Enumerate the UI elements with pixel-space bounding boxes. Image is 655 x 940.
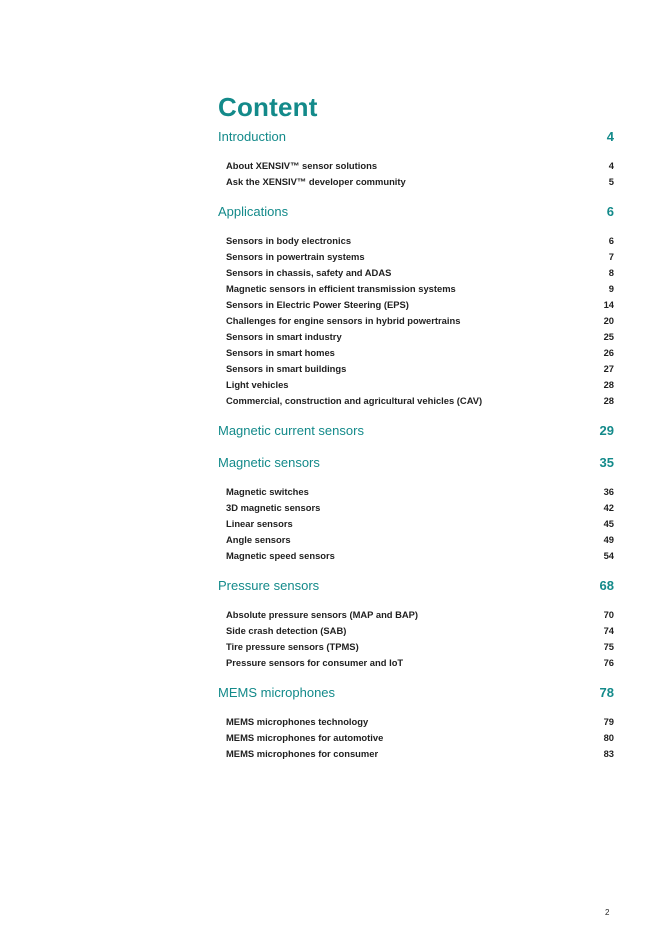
toc-entry-page: 75 (603, 641, 614, 652)
toc-section-page: 6 (606, 204, 614, 219)
toc-entry[interactable] (226, 714, 614, 730)
toc-entry[interactable] (226, 623, 614, 639)
toc-entry[interactable] (226, 345, 614, 361)
toc-entry[interactable] (226, 746, 614, 762)
toc-entry-list (218, 714, 614, 762)
toc-entry[interactable] (226, 393, 614, 409)
toc-section-page: 35 (599, 455, 614, 470)
section-spacer (218, 409, 614, 422)
toc-entry-title: Magnetic speed sensors (226, 550, 335, 561)
toc-section-title: Magnetic current sensors (218, 423, 364, 438)
toc-entry-page: 36 (603, 486, 614, 497)
toc-entry[interactable] (226, 548, 614, 564)
toc-section (218, 454, 614, 577)
toc-section-heading[interactable] (218, 577, 614, 595)
toc-entry-page: 5 (608, 176, 614, 187)
toc-entry-title: Absolute pressure sensors (MAP and BAP) (226, 609, 419, 620)
toc-entry-page: 9 (608, 283, 614, 294)
toc-entry-title: Sensors in smart homes (226, 347, 335, 358)
toc-entry-page: 80 (603, 732, 614, 743)
toc-entry-title: Side crash detection (SAB) (226, 625, 347, 636)
toc-entry-list (218, 484, 614, 564)
toc-entry-title: Sensors in Electric Power Steering (EPS) (226, 299, 409, 310)
toc-section-page: 4 (606, 129, 614, 144)
toc-entry-title: Pressure sensors for consumer and IoT (226, 657, 404, 668)
toc-entry-page: 14 (603, 299, 614, 310)
toc-section-heading[interactable] (218, 128, 614, 146)
toc-section-heading[interactable] (218, 454, 614, 472)
toc-entry-list (218, 233, 614, 409)
toc-entry-list (218, 607, 614, 671)
toc-entry[interactable] (226, 174, 614, 190)
toc-entry[interactable] (226, 281, 614, 297)
toc-entry-title: Linear sensors (226, 518, 293, 529)
table-of-contents (218, 92, 614, 775)
toc-section (218, 684, 614, 775)
toc-entry-title: Sensors in chassis, safety and ADAS (226, 267, 392, 278)
toc-entry[interactable] (226, 233, 614, 249)
toc-entry-title: MEMS microphones for consumer (226, 748, 379, 759)
toc-entry-title: Challenges for engine sensors in hybrid powertrains (226, 315, 461, 326)
toc-entry[interactable] (226, 249, 614, 265)
toc-entry-title: Tire pressure sensors (TPMS) (226, 641, 359, 652)
section-spacer (218, 564, 614, 577)
page-number: 2 (605, 908, 610, 917)
toc-entry-page: 6 (608, 235, 614, 246)
toc-section-title: Magnetic sensors (218, 455, 320, 470)
toc-entry-page: 25 (603, 331, 614, 342)
toc-sections (218, 128, 614, 775)
toc-section-heading[interactable] (218, 203, 614, 221)
toc-entry-list (218, 158, 614, 190)
toc-entry-title: Sensors in body electronics (226, 235, 352, 246)
toc-entry-page: 70 (603, 609, 614, 620)
toc-entry-title: Light vehicles (226, 379, 289, 390)
toc-entry[interactable] (226, 329, 614, 345)
toc-entry-title: Magnetic sensors in efficient transmission systems (226, 283, 456, 294)
toc-entry-title: Sensors in smart buildings (226, 363, 347, 374)
toc-entry-title: About XENSIV™ sensor solutions (226, 160, 378, 171)
page-title: Content (218, 92, 318, 122)
toc-entry-title: Ask the XENSIV™ developer community (226, 176, 406, 187)
toc-entry-page: 26 (603, 347, 614, 358)
toc-entry-title: Angle sensors (226, 534, 291, 545)
toc-section (218, 128, 614, 203)
toc-entry[interactable] (226, 500, 614, 516)
toc-entry[interactable] (226, 158, 614, 174)
toc-entry-page: 45 (603, 518, 614, 529)
toc-entry-page: 76 (603, 657, 614, 668)
toc-entry[interactable] (226, 265, 614, 281)
toc-section-page: 68 (599, 578, 614, 593)
toc-entry-page: 4 (608, 160, 614, 171)
toc-entry-title: 3D magnetic sensors (226, 502, 321, 513)
toc-entry-page: 28 (603, 395, 614, 406)
section-spacer (218, 762, 614, 775)
toc-entry-page: 27 (603, 363, 614, 374)
toc-entry-page: 7 (608, 251, 614, 262)
toc-section-title: MEMS microphones (218, 685, 336, 700)
toc-entry[interactable] (226, 655, 614, 671)
toc-entry[interactable] (226, 313, 614, 329)
toc-section (218, 422, 614, 454)
toc-section (218, 203, 614, 422)
toc-entry-page: 79 (603, 716, 614, 727)
toc-section-title: Introduction (218, 129, 286, 144)
toc-section-page: 78 (599, 685, 614, 700)
toc-entry[interactable] (226, 516, 614, 532)
section-spacer (218, 671, 614, 684)
toc-entry-page: 54 (603, 550, 614, 561)
toc-entry-page: 20 (603, 315, 614, 326)
toc-entry[interactable] (226, 532, 614, 548)
toc-entry-page: 83 (603, 748, 614, 759)
toc-entry-page: 28 (603, 379, 614, 390)
toc-section-title: Pressure sensors (218, 578, 320, 593)
toc-section-page: 29 (599, 423, 614, 438)
toc-entry-title: Sensors in powertrain systems (226, 251, 365, 262)
toc-entry[interactable] (226, 639, 614, 655)
toc-section-heading[interactable] (218, 422, 614, 440)
toc-entry[interactable] (226, 730, 614, 746)
toc-entry-page: 74 (603, 625, 614, 636)
toc-entry[interactable] (226, 361, 614, 377)
section-spacer (218, 190, 614, 203)
toc-entry[interactable] (226, 607, 614, 623)
toc-entry-page: 8 (608, 267, 614, 278)
toc-entry-title: MEMS microphones for automotive (226, 732, 384, 743)
toc-entry-page: 49 (603, 534, 614, 545)
toc-entry[interactable] (226, 297, 614, 313)
toc-section (218, 577, 614, 684)
toc-section-heading[interactable] (218, 684, 614, 702)
toc-section-title: Applications (218, 204, 289, 219)
toc-entry[interactable] (226, 484, 614, 500)
toc-entry-title: Magnetic switches (226, 486, 309, 497)
toc-entry-title: Sensors in smart industry (226, 331, 342, 342)
toc-entry[interactable] (226, 377, 614, 393)
toc-entry-page: 42 (603, 502, 614, 513)
toc-entry-title: Commercial, construction and agricultural vehicles (CAV) (226, 395, 483, 406)
section-spacer (218, 440, 614, 454)
toc-entry-title: MEMS microphones technology (226, 716, 369, 727)
